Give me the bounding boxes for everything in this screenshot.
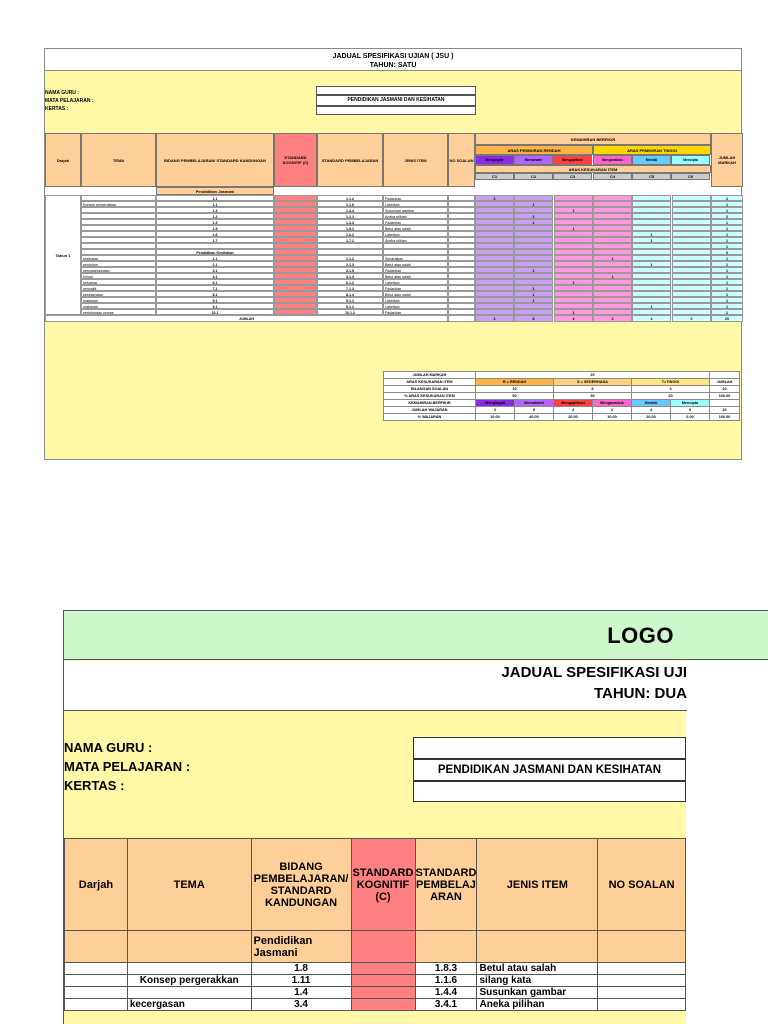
pk-c3-9: 1 — [554, 309, 593, 315]
pj-c5-7: 1 — [632, 237, 671, 243]
pk-c5-1: 1 — [632, 261, 671, 267]
pj-sp-5: 1.5.1 — [317, 225, 383, 231]
pk-bidang-6: 8.1 — [156, 291, 274, 297]
sum-pct-t: 20 — [632, 393, 710, 400]
header2-darjah: Darjah — [65, 839, 128, 931]
sk2-0 — [351, 963, 415, 975]
nama-guru-field[interactable] — [316, 86, 476, 95]
pk-markah-4: 1 — [711, 279, 743, 285]
pk-sp-3: 4.1.3 — [317, 273, 383, 279]
pk-c4-0: 1 — [593, 255, 632, 261]
section-pendidikan-jasmani: Pendidikan Jasmani — [156, 187, 274, 195]
sp2-3: 3.4.1 — [415, 999, 477, 1011]
header-bidang: BIDANG PEMBELAJARAN/ STANDARD KANDUNGAN — [156, 133, 274, 187]
sum-kb-label: KEMAHIRAN BERFIKIR — [384, 400, 476, 407]
pk-markah-9: 1 — [711, 309, 743, 315]
pj-c2-3: 2 — [514, 213, 553, 219]
pj-jenis-2: Susunkan gambar — [383, 207, 448, 213]
kertas-field[interactable] — [316, 106, 476, 115]
sum-rendah: R = RENDAH — [476, 379, 554, 386]
sum-jw-label: JUMLAH WAJARAN — [384, 407, 476, 414]
sum-pct-total: 100.00 — [710, 393, 740, 400]
pj-markah-6: 1 — [711, 231, 743, 237]
sum-bil-s: 6 — [554, 386, 632, 393]
jumlah-label: JUMLAH — [45, 315, 448, 322]
code-header-c3: C3 — [553, 173, 592, 180]
header2-tema: TEMA — [127, 839, 251, 931]
pk-sp-6: 8.1.4 — [317, 291, 383, 297]
sum-kb-mengingati: Mengingati — [476, 400, 515, 407]
jumlah-no — [448, 315, 475, 322]
sheet2-title-block — [64, 661, 687, 711]
darjah2-0 — [65, 963, 128, 975]
pk-markah-0: 1 — [711, 255, 743, 261]
pk-jenis-8: Labelkan — [383, 303, 448, 309]
sum-jw-1: 8 — [515, 407, 554, 414]
jumlah-c3: 4 — [554, 315, 593, 322]
pj-sp-2: 1.4.4 — [317, 207, 383, 213]
header-aras-rendah: ARAS PEMIKIRAN RENDAH — [475, 145, 593, 155]
pk-jenis-6: Betul atau salah — [383, 291, 448, 297]
pj-sp-7: 1.7.2 — [317, 237, 383, 243]
no2-0 — [598, 963, 686, 975]
code-header-c2: C2 — [514, 173, 553, 180]
pk-jenis-0: Senaraikan — [383, 255, 448, 261]
sum-pw-2: 20.00 — [554, 414, 593, 421]
jumlah-c4: 2 — [593, 315, 632, 322]
sp2-0: 1.8.3 — [415, 963, 477, 975]
pk-c2-6: 1 — [514, 291, 553, 297]
sum-pw-0: 10.00 — [476, 414, 515, 421]
pk-sp-1: 2.1.3 — [317, 261, 383, 267]
code-header-c4: C4 — [593, 173, 632, 180]
sheet1-subtitle: TAHUN: SATU — [369, 62, 417, 69]
pj-bidang-7: 1.7 — [156, 237, 274, 243]
pk-bidang-8: 9.1 — [156, 303, 274, 309]
tema2-3: kecergasan — [127, 999, 251, 1011]
code-header-row — [475, 173, 711, 187]
sum-pw-3: 10.00 — [593, 414, 632, 421]
pj-blank-markah-1: 0 — [711, 249, 743, 255]
skill-header-mencipta: Mencipta — [671, 155, 710, 165]
pk-bidang-5: 7.1 — [156, 285, 274, 291]
jenis2-0: Betul atau salah — [477, 963, 598, 975]
pk-markah-7: 1 — [711, 297, 743, 303]
pj-bidang-4: 1.3 — [156, 219, 274, 225]
pk-markah-5: 1 — [711, 285, 743, 291]
pj-blank-markah-0: 1 — [711, 243, 743, 249]
pk-sp-2: 3.1.5 — [317, 267, 383, 273]
pj-jenis-7: Aneka pilihan — [383, 237, 448, 243]
sum-jumlah-markah-label: JUMLAH MARKAH — [384, 372, 476, 379]
pj-bidang-6: 1.6 — [156, 231, 274, 237]
sum-jumlah-head: JUMLAH — [710, 379, 740, 386]
pk-sp-5: 7.1.2 — [317, 285, 383, 291]
pk-tema-6: keselamatan — [81, 291, 156, 297]
darjah2-2 — [65, 987, 128, 999]
bidang2-2: 1.4 — [251, 987, 351, 999]
pj-bidang-2: 1.4 — [156, 207, 274, 213]
pj-sp-4: 1.3.3 — [317, 219, 383, 225]
pk-jenis-2: Padankan — [383, 267, 448, 273]
pj-sp-6: 1.6.2 — [317, 231, 383, 237]
header-aras-tinggi: ARAS PEMIKIRAN TINGGI — [593, 145, 711, 155]
sum-pw-4: 20.00 — [632, 414, 671, 421]
sum-jw-3: 2 — [593, 407, 632, 414]
sum-pw-label: % WAJARAN — [384, 414, 476, 421]
pj-jenis-3: Aneka pilihan — [383, 213, 448, 219]
jenis2-3: Aneka pilihan — [477, 999, 598, 1011]
pk-tema-8: makanan — [81, 303, 156, 309]
pk-jenis-5: Padankan — [383, 285, 448, 291]
jumlah-c1: 2 — [475, 315, 514, 322]
pk-c4-3: 1 — [593, 273, 632, 279]
pj-markah-7: 1 — [711, 237, 743, 243]
jumlah-c6: 0 — [672, 315, 711, 322]
header-kemahiran-berfikir: KEMAHIRAN BERFIKIR — [475, 133, 711, 145]
jumlah-c2: 8 — [514, 315, 553, 322]
pj-bidang-0: 1.1 — [156, 195, 274, 201]
sum-jumlah-markah-val: 20 — [476, 372, 710, 379]
pj-bidang-1: 1.1 — [156, 201, 274, 207]
sheet2-info-labels — [64, 738, 190, 795]
pk-c2-2: 1 — [514, 267, 553, 273]
sk2-2 — [351, 987, 415, 999]
jsu-sheet-tahun-satu — [44, 48, 742, 460]
sum-kb-blank — [710, 400, 740, 407]
pj-sp-3: 1.2.1 — [317, 213, 383, 219]
mata-pelajaran-field-2[interactable]: PENDIDIKAN JASMANI DAN KESIHATAN — [413, 759, 686, 781]
pj-c3-5: 1 — [554, 225, 593, 231]
sheet1-summary — [383, 371, 740, 421]
nama-guru-field-2[interactable] — [413, 737, 686, 759]
pk-tema-4: keluarga — [81, 279, 156, 285]
section-pendidikan-kesihatan: Pendidikan Kesihatan — [156, 249, 274, 255]
sum-pw-6: 100.00 — [710, 414, 740, 421]
pj-markah-2: 1 — [711, 207, 743, 213]
section2-pendidikan-jasmani: Pendidikan Jasmani — [251, 931, 351, 963]
mata-pelajaran-field[interactable]: PENDIDIKAN JASMANI DAN KESIHATAN — [316, 95, 476, 106]
darjah2-1 — [65, 975, 128, 987]
sum-kb-mencipta: Mencipta — [671, 400, 710, 407]
pj-jenis-4: Padankan — [383, 219, 448, 225]
sum-tinggi: T=TINGGI — [632, 379, 710, 386]
pj-markah-4: 1 — [711, 219, 743, 225]
jenis2-1: silang kata — [477, 975, 598, 987]
pj-markah-5: 1 — [711, 225, 743, 231]
pj-c2-1: 1 — [514, 201, 553, 207]
sum-jw-4: 4 — [632, 407, 671, 414]
sum-aras-label: ARAS KESUKARAN ITEM — [384, 379, 476, 386]
kertas-field-2[interactable] — [413, 781, 686, 802]
sum-bil-total: 20 — [710, 386, 740, 393]
sum-jw-2: 4 — [554, 407, 593, 414]
nama-guru-label: NAMA GURU : — [45, 90, 79, 96]
pk-jenis-4: Labelkan — [383, 279, 448, 285]
pk-sp-0: 1.1.2 — [317, 255, 383, 261]
sum-jw-5: 0 — [671, 407, 710, 414]
no2-2 — [598, 987, 686, 999]
pk-bidang-2: 3.1 — [156, 267, 274, 273]
pj-markah-3: 2 — [711, 213, 743, 219]
pj-sp-1: 1.1.6 — [317, 201, 383, 207]
pk-c2-7: 1 — [514, 297, 553, 303]
code-header-c5: C5 — [632, 173, 671, 180]
sheet1-title: JADUAL SPESIFIKASI UJIAN ( JSU ) — [332, 53, 454, 60]
sum-pct-s: 30 — [554, 393, 632, 400]
code-header-c6: C6 — [671, 173, 710, 180]
tema2-0 — [127, 963, 251, 975]
sum-blank-1 — [710, 372, 740, 379]
pj-bidang-3: 1.2 — [156, 213, 274, 219]
sheet2-table — [64, 838, 686, 1011]
pk-sp-9: 10.1.2 — [317, 309, 383, 315]
jenis2-2: Susunkan gambar — [477, 987, 598, 999]
header-jumlah-markah: JUMLAH MARKAH — [711, 133, 743, 187]
pk-bidang-3: 4.1 — [156, 273, 274, 279]
sum-pct-label: % ARAS KESUKARAN ITEM — [384, 393, 476, 400]
header2-bidang: BIDANG PEMBELAJARAN/ STANDARD KANDUNGAN — [251, 839, 351, 931]
sp2-1: 1.1.6 — [415, 975, 477, 987]
pj-c5-6: 1 — [632, 231, 671, 237]
pk-c5-8: 1 — [632, 303, 671, 309]
pj-jenis-5: Betul atau salah — [383, 225, 448, 231]
jumlah-c5: 4 — [632, 315, 671, 322]
sum-bil-r: 10 — [476, 386, 554, 393]
pk-markah-8: 1 — [711, 303, 743, 309]
pj-c1-0: 2 — [475, 195, 514, 201]
sheet1-title-block — [45, 49, 741, 71]
sum-bil-label: BILANGAN SOALAN — [384, 386, 476, 393]
sheet1-info-labels — [45, 89, 94, 113]
pk-sp-8: 9.1.2 — [317, 303, 383, 309]
pk-markah-1: 1 — [711, 261, 743, 267]
sum-kb-menilai: Menilai — [632, 400, 671, 407]
header2-no-soalan: NO SOALAN — [598, 839, 686, 931]
pk-jenis-7: Labelkan — [383, 297, 448, 303]
pk-jenis-1: Betul atau salah — [383, 261, 448, 267]
skill-header-row — [475, 155, 711, 165]
pk-sp-4: 6.1.2 — [317, 279, 383, 285]
darjah2-3 — [65, 999, 128, 1011]
sum-sederhana: S = SEDERHANA — [554, 379, 632, 386]
header-no-soalan: NO SOALAN — [448, 133, 475, 187]
pk-bidang-4: 6.1 — [156, 279, 274, 285]
tema2-2 — [127, 987, 251, 999]
pk-markah-3: 1 — [711, 273, 743, 279]
logo-text: LOGO — [607, 623, 674, 648]
sk2-3 — [351, 999, 415, 1011]
header-standard-kognitif: STANDARD KOGNITIF (C) — [274, 133, 317, 187]
pk-bidang-1: 2.1 — [156, 261, 274, 267]
sheet2-rows — [65, 963, 686, 1011]
no2-1 — [598, 975, 686, 987]
mata-pelajaran-label-2: MATA PELAJARAN : — [64, 759, 191, 774]
pj-jenis-1: Labelkan — [383, 201, 448, 207]
bidang2-0: 1.8 — [251, 963, 351, 975]
nama-guru-label-2: NAMA GURU : — [64, 740, 153, 755]
sum-kb-mengaplikasi: Mengaplikasi — [554, 400, 593, 407]
header-aras-kesukaran: ARAS KESUKARAN ITEM — [475, 165, 711, 173]
sum-jw-6: 20 — [710, 407, 740, 414]
header-darjah: Darjah — [45, 133, 81, 187]
tema2-1: Konsep pergerakkan — [127, 975, 251, 987]
header2-jenis-item: JENIS ITEM — [477, 839, 598, 931]
pj-c3-2: 1 — [554, 207, 593, 213]
no2-3 — [598, 999, 686, 1011]
pk-jenis-3: Betul atau salah — [383, 273, 448, 279]
pj-tema-1: Konsep pergerakkan — [81, 201, 156, 207]
skill-header-menganalisis: Menganalisis — [593, 155, 632, 165]
sum-kb-menganalisis: Menganalisis — [593, 400, 632, 407]
pk-markah-2: 1 — [711, 267, 743, 273]
pk-c2-5: 1 — [514, 285, 553, 291]
bidang2-3: 3.4 — [251, 999, 351, 1011]
pk-sp-7: 9.1.1 — [317, 297, 383, 303]
pk-tema-2: penyalahgunaan — [81, 267, 156, 273]
header-standard-pembelajaran: STANDARD PEMBELAJARAN — [317, 133, 383, 187]
header2-standard-kognitif: STANDARD KOGNITIF (C) — [351, 839, 415, 931]
header-jenis-item: JENIS ITEM — [383, 133, 448, 187]
pk-tema-3: emosi — [81, 273, 156, 279]
jsu-sheet-tahun-dua — [63, 610, 686, 1024]
pk-bidang-9: 10.1 — [156, 309, 274, 315]
sum-bil-t: 4 — [632, 386, 710, 393]
pk-markah-6: 1 — [711, 291, 743, 297]
pk-jenis-9: Padankan — [383, 309, 448, 315]
bidang2-1: 1.11 — [251, 975, 351, 987]
header-tema: TEMA — [81, 133, 156, 187]
pk-bidang-0: 1.1 — [156, 255, 274, 261]
pj-markah-0: 2 — [711, 195, 743, 201]
pj-markah-1: 1 — [711, 201, 743, 207]
kertas-label-2: KERTAS : — [64, 778, 125, 793]
pk-tema-1: sentuhan — [81, 261, 156, 267]
header2-standard-pembelajaran: STANDARD PEMBELAJ ARAN — [415, 839, 477, 931]
mata-pelajaran-label: MATA PELAJARAN : — [45, 98, 94, 104]
skill-header-menilai: Menilai — [632, 155, 671, 165]
kertas-label: KERTAS : — [45, 106, 69, 112]
jumlah-total: 20 — [711, 315, 743, 322]
sum-pw-5: 0.00 — [671, 414, 710, 421]
sum-jw-0: 2 — [476, 407, 515, 414]
sk2-1 — [351, 975, 415, 987]
sum-pw-1: 40.00 — [515, 414, 554, 421]
pk-bidang-7: 9.1 — [156, 297, 274, 303]
pk-tema-5: penyakit — [81, 285, 156, 291]
pj-bidang-5: 1.5 — [156, 225, 274, 231]
skill-header-memahami: Memahami — [514, 155, 553, 165]
logo-bar — [64, 610, 768, 660]
sum-pct-r: 50 — [476, 393, 554, 400]
sp2-2: 1.4.4 — [415, 987, 477, 999]
pj-jenis-6: Labelkan — [383, 231, 448, 237]
pk-tema-7: makanan — [81, 297, 156, 303]
pj-sp-0: 1.1.2 — [317, 195, 383, 201]
sheet2-subtitle: TAHUN: DUA — [593, 685, 687, 702]
pj-jenis-0: Padankan — [383, 195, 448, 201]
pk-tema-9: pertolongan cemas — [81, 309, 156, 315]
skill-header-mengaplikasi: Mengaplikasi — [553, 155, 592, 165]
code-header-c1: C1 — [475, 173, 514, 180]
pj-c2-4: 1 — [514, 219, 553, 225]
pk-tema-0: kesihatan — [81, 255, 156, 261]
pk-c3-4: 1 — [554, 279, 593, 285]
sheet2-title: JADUAL SPESIFIKASI UJI — [501, 664, 687, 681]
sum-kb-memahami: Memahami — [515, 400, 554, 407]
darjah-tahun-1: Tahun 1 — [45, 195, 81, 315]
skill-header-mengingati: Mengingati — [475, 155, 514, 165]
